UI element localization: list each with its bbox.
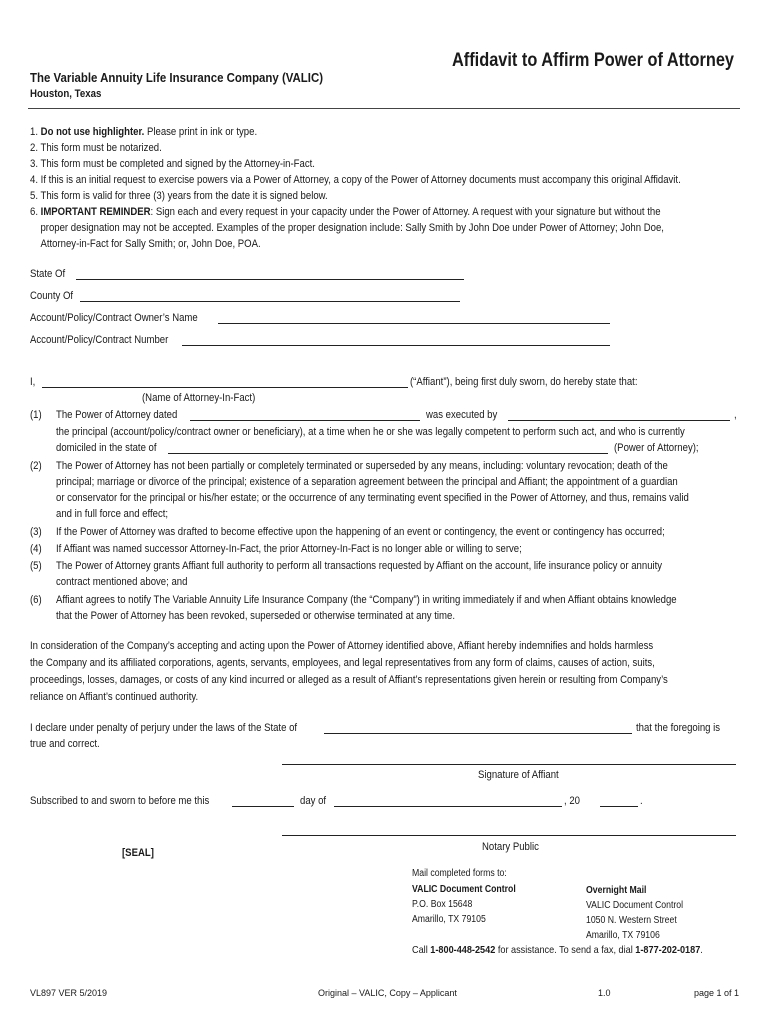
affiant-i: I, [30, 376, 36, 388]
address-line: VALIC Document Control [586, 900, 684, 911]
day-of-text: day of [300, 795, 327, 807]
instruction-item: 5. This form is valid for three (3) years from the date it is signed below. [30, 190, 328, 202]
poa-date-field[interactable] [190, 420, 420, 421]
clause-number: (1) [30, 409, 42, 421]
instruction-item: Attorney-in-Fact for Sally Smith; or, John Doe, POA. [40, 238, 261, 250]
address-line: 1050 N. Western Street [586, 915, 677, 926]
contact-line: Call 1-800-448-2542 for assistance. To send a fax, dial 1-877-202-0187. [412, 944, 703, 956]
domicile-state-field[interactable] [168, 453, 608, 454]
clause-line: The Power of Attorney has not been partially or completely terminated or superseded by any means, including: voluntary revocation; death of the [56, 460, 668, 472]
address-line: Amarillo, TX 79106 [586, 930, 660, 941]
phone-number[interactable]: 1-800-448-2542 [430, 944, 496, 956]
instructions-list [30, 124, 770, 252]
year-field[interactable] [600, 806, 638, 807]
form-title: Affidavit to Affirm Power of Attorney [452, 50, 735, 71]
clause-1-text: domiciled in the state of [56, 442, 157, 454]
clause-1-text: (Power of Attorney); [614, 442, 699, 454]
overnight-mail-title: Overnight Mail [586, 885, 647, 896]
paragraph-line: proceedings, losses, damages, or costs of any kind incurred or alleged as a result of Affiant’s representations given herein or resulting from Company’s [30, 674, 668, 686]
instruction-item: 4. If this is an initial request to exercise powers via a Power of Attorney, a copy of the Power of Attorney documents must accompany this original Affidavit. [30, 174, 681, 186]
instruction-item: proper designation may not be accepted. Examples of the proper designation include: Sally Smith by John Doe under Power of Attorney; John Doe, [40, 222, 664, 234]
notary-signature-field[interactable] [282, 835, 736, 836]
address-line: Amarillo, TX 79105 [412, 914, 486, 925]
clause-line: or conservator for the principal or his/her estate; or the occurrence of any terminating event specified in the Power of Attorney, and thus, remains valid [56, 492, 689, 504]
clause-number: (6) [30, 594, 42, 606]
paragraph-line: the Company and its affiliated corporations, agents, servants, employees, and legal representatives from any form of claims, causes of action, suits, [30, 657, 655, 669]
form-id: VL897 VER 5/2019 [30, 988, 108, 998]
declaration-text: true and correct. [30, 738, 100, 750]
clause-1-text: the principal (account/policy/contract owner or beneficiary), at a time when he or she was legally competent to perform such act, and who is currently [56, 426, 685, 438]
clause-6-text [56, 592, 769, 624]
company-name: The Variable Annuity Life Insurance Company (VALIC) [30, 70, 324, 85]
declaration-state-field[interactable] [324, 733, 632, 734]
owner-name-field[interactable] [218, 323, 610, 324]
clause-3-text: If the Power of Attorney was drafted to become effective upon the happening of an event or contingency, the event or contingency has occurred; [56, 526, 665, 538]
form-version: 1.0 [598, 988, 611, 998]
affiant-signature-caption: Signature of Affiant [478, 769, 559, 781]
county-field[interactable] [80, 301, 460, 302]
notary-caption: Notary Public [482, 841, 539, 853]
subscribed-text: Subscribed to and sworn to before me this [30, 795, 210, 807]
instruction-item: 2. This form must be notarized. [30, 142, 162, 154]
state-field[interactable] [76, 279, 464, 280]
clause-4-text: If Affiant was named successor Attorney-In-Fact, the prior Attorney-In-Fact is no longer able or willing to serve; [56, 543, 522, 555]
attorney-in-fact-name-field[interactable] [42, 387, 408, 388]
year-prefix: , 20 [564, 795, 580, 807]
contract-number-label: Account/Policy/Contract Number [30, 334, 169, 346]
paragraph-line: reliance on Affiant’s continued authority. [30, 691, 199, 703]
clause-line: Affiant agrees to notify The Variable Annuity Life Insurance Company (the “Company”) in writing immediately if and when Affiant obtains knowledge [56, 594, 677, 606]
overnight-mail-address [586, 883, 698, 943]
clause-1-text: The Power of Attorney dated [56, 409, 178, 421]
instruction-item: 3. This form must be completed and signed by the Attorney-in-Fact. [30, 158, 315, 170]
instruction-item: 1. Do not use highlighter. Please print in ink or type. [30, 126, 258, 138]
paragraph-line: In consideration of the Company’s accepting and acting upon the Power of Attorney identified above, Affiant hereby indemnifies and holds harmless [30, 640, 654, 652]
company-city: Houston, Texas [30, 88, 102, 100]
fax-number[interactable]: 1-877-202-0187 [635, 944, 701, 956]
mail-instructions [412, 866, 521, 881]
county-label: County Of [30, 290, 74, 302]
month-field[interactable] [334, 806, 562, 807]
mail-intro: Mail completed forms to: [412, 868, 507, 879]
affiant-signature-field[interactable] [282, 764, 736, 765]
principal-name-field[interactable] [508, 420, 730, 421]
clause-line: principal; marriage or divorce of the principal; existence of a separation agreement between the principal and Affiant; the appointment of a guardian [56, 476, 678, 488]
attorney-name-caption: (Name of Attorney-In-Fact) [142, 392, 256, 404]
declaration-text: I declare under penalty of perjury under the laws of the State of [30, 722, 298, 734]
clause-1-text: , [734, 409, 737, 421]
address-line: P.O. Box 15648 [412, 899, 473, 910]
clause-5-text [56, 558, 753, 590]
clause-number: (4) [30, 543, 42, 555]
declaration-text: that the foregoing is [636, 722, 721, 734]
page-number: page 1 of 1 [694, 988, 740, 998]
clause-number: (3) [30, 526, 42, 538]
instruction-item: 6. IMPORTANT REMINDER: Sign each and every request in your capacity under the Power of Attorney. A request with your signature but without the [30, 206, 661, 218]
clause-1-text: was executed by [426, 409, 498, 421]
day-field[interactable] [232, 806, 294, 807]
period-text: . [640, 795, 643, 807]
clause-line: The Power of Attorney grants Affiant full authority to perform all transactions requested by Affiant on the account, life insurance policy or annuity [56, 560, 663, 572]
state-label: State Of [30, 268, 66, 280]
clause-number: (5) [30, 560, 42, 572]
contract-number-field[interactable] [182, 345, 610, 346]
seal-label: [SEAL] [122, 847, 154, 859]
regular-mail-title: VALIC Document Control [412, 884, 516, 895]
header-divider [28, 108, 740, 109]
clause-line: and in full force and effect; [56, 508, 169, 520]
owner-name-label: Account/Policy/Contract Owner’s Name [30, 312, 198, 324]
affiant-statement: (“Affiant”), being first duly sworn, do hereby state that: [410, 376, 638, 388]
regular-mail-address [412, 882, 531, 927]
clause-line: contract mentioned above; and [56, 576, 188, 588]
clause-number: (2) [30, 460, 42, 472]
clause-2-text [56, 458, 770, 522]
copy-distribution: Original – VALIC, Copy – Applicant [318, 988, 457, 998]
clause-line: that the Power of Attorney has been revoked, superseded or otherwise terminated at any time. [56, 610, 455, 622]
indemnification-paragraph [30, 638, 763, 706]
